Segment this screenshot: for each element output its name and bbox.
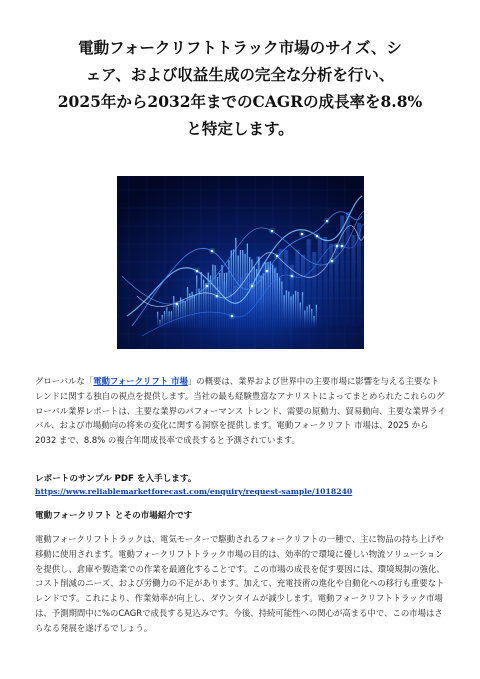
foreground-bar — [217, 277, 218, 328]
foreground-bar — [302, 292, 303, 328]
glow-dot — [176, 303, 179, 306]
background-bar — [318, 237, 322, 326]
foreground-bar — [261, 275, 262, 328]
glow-dot — [196, 270, 199, 273]
foreground-bar — [274, 268, 275, 328]
glow-dot — [211, 250, 214, 253]
glow-dot — [341, 245, 344, 248]
foreground-bar — [205, 283, 206, 328]
background-bar — [346, 212, 350, 326]
foreground-bar — [284, 295, 285, 328]
foreground-bar — [178, 305, 179, 328]
intro-prefix: グローバルな「 — [35, 376, 94, 386]
foreground-bar — [182, 299, 183, 328]
glow-dot — [276, 255, 279, 258]
foreground-bar — [263, 273, 264, 328]
glow-dot — [231, 315, 234, 318]
glow-dot — [331, 260, 334, 263]
foreground-bar — [309, 305, 310, 328]
title-line: 2025年から2032年までのCAGRの成長率を8.8% — [57, 92, 423, 111]
foreground-bar — [235, 238, 236, 328]
title-line: ェア、および収益生成の完全な分析を行い、 — [85, 65, 395, 84]
market-report-link[interactable]: 電動フォークリフト 市場 — [93, 376, 188, 386]
foreground-bar — [185, 301, 186, 328]
hero-chart-illustration — [117, 176, 364, 349]
foreground-bar — [295, 291, 296, 328]
foreground-bar — [166, 307, 167, 328]
glow-dot — [336, 245, 339, 248]
foreground-bar — [313, 316, 314, 328]
glow-dot — [266, 270, 269, 273]
foreground-bar — [286, 290, 287, 328]
foreground-bar — [196, 275, 197, 328]
glow-dot — [206, 285, 209, 288]
foreground-bar — [272, 265, 273, 328]
foreground-bar — [194, 296, 195, 328]
glow-dot — [251, 285, 254, 288]
foreground-bar — [279, 278, 280, 328]
foreground-bar — [187, 287, 188, 328]
glow-dot — [271, 230, 274, 233]
foreground-bar — [249, 257, 250, 328]
section-heading: 電動フォークリフト とその市場紹介です — [35, 511, 193, 521]
foreground-bar — [304, 311, 305, 328]
foreground-bar — [300, 302, 301, 328]
foreground-bar — [221, 265, 222, 328]
title-line: 電動フォークリフトトラック市場のサイズ、シ — [78, 38, 402, 57]
intro-paragraph — [35, 374, 447, 448]
background-bar — [351, 235, 355, 326]
foreground-bar — [316, 305, 317, 328]
foreground-bar — [224, 273, 225, 328]
section-paragraph: 電動フォークリフトトラックは、電気モーターで駆動されるフォークリフトの一種で、主に物品の持ち上げや移動に使用されます。電動フォークリフトトラック市場の目的は、効率的で環境に優しい物流ソリューションを提供し、倉庫や製造業での作業を最適化することです。この市場の成長を促す要因には、環境規制の強化、コスト削減のニーズ、および労働力の不足があります。加えて、充電技術の進化や自動化への移行も重要なトレンドです。これにより、作業効率が向上し、ダウンタイムが減少します。電動フォークリフトトラック市場は、予測期間中に%のCAGRで成長する見込みです。今後、持続可能性への関心が高まる中で、この市場はさらなる発展を遂げるでしょう。 — [35, 534, 445, 633]
chart-illustration-icon — [117, 176, 364, 349]
foreground-bar — [247, 244, 248, 328]
foreground-bar — [244, 254, 245, 328]
foreground-bar — [180, 297, 181, 328]
glow-dot — [291, 275, 294, 278]
foreground-bar — [164, 311, 165, 328]
glow-dot — [326, 220, 329, 223]
foreground-bar — [290, 296, 291, 328]
foreground-bar — [240, 250, 241, 328]
foreground-bar — [171, 311, 172, 328]
foreground-bar — [173, 296, 174, 328]
intro-body: 」の概要は、業界および世界中の主要市場に影響を与える主要なトレンドに関する独自の視点を提供します。当社の最も経験豊富なアナリストによってまとめられたこれらのグローバル業界レポートは、主要な業界のパフォーマンス トレンド、需要の原動力、貿易動向、主要な業界ライバル、および市場動向の将来の変化に関する洞察を提供します。電動フォークリフト 市場は、2025 から 2032 まで、8.8% の複合年間成長率で成長すると予測されています。 — [35, 376, 446, 446]
sample-heading: レポートのサンプル PDF を入手します。 — [35, 474, 197, 484]
foreground-bar — [307, 306, 308, 328]
foreground-bar — [254, 266, 255, 328]
foreground-bar — [198, 289, 199, 328]
document-title — [28, 34, 452, 142]
glow-dot — [216, 295, 219, 298]
foreground-bar — [277, 273, 278, 328]
glow-dot — [316, 235, 319, 238]
foreground-bar — [192, 292, 193, 328]
foreground-bar — [258, 257, 259, 328]
foreground-bar — [293, 295, 294, 328]
glow-dot — [301, 233, 304, 236]
title-line: と特定します。 — [186, 119, 294, 138]
foreground-bar — [288, 292, 289, 328]
foreground-bar — [162, 315, 163, 328]
foreground-bar — [212, 265, 213, 328]
foreground-bar — [169, 311, 170, 328]
foreground-bar — [297, 292, 298, 328]
foreground-bar — [281, 282, 282, 328]
foreground-bar — [311, 309, 312, 328]
sample-request-link[interactable]: https://www.reliablemarketforecast.com/enquiry/request-sample/1018240 — [35, 487, 353, 496]
foreground-bar — [201, 272, 202, 328]
foreground-bar — [157, 312, 158, 328]
foreground-bar — [219, 273, 220, 328]
